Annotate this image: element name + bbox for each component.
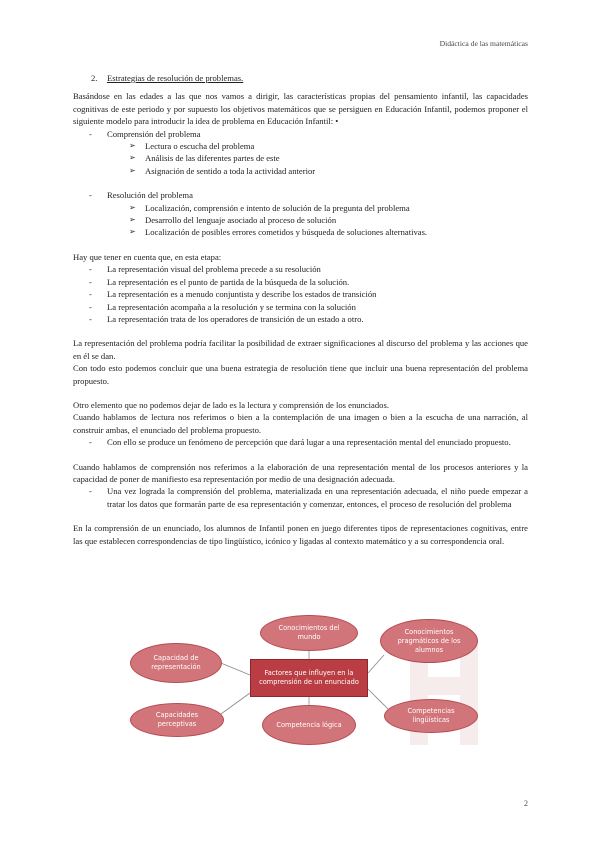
paragraph: Con todo esto podemos concluir que una buena estrategia de resolución tiene que incluir una buena representación del problema propuesto. <box>73 363 528 386</box>
model-group-resolucion: - Resolución del problema <box>73 189 528 201</box>
bubble-conocimientos-pragmaticos: Conocimientos pragmáticos de los alumnos <box>380 619 478 663</box>
paragraph: En la comprensión de un enunciado, los alumnos de Infantil ponen en juego diferentes tipos de representaciones cognitivas, entre las que establecen correspondencias de tipo lingüístico, icónico y ligadas al contexto matemático y a su correspondencia oral. <box>73 523 528 546</box>
list-item: ➢ Localización, comprensión e intento de solución de la pregunta del problema <box>73 202 528 214</box>
paragraph: Cuando hablamos de lectura nos referimos o bien a la contemplación de una imagen o bien a la escucha de una narración, al construir ambas, el enunciado del problema propuesto. <box>73 412 528 435</box>
page-body <box>73 72 528 547</box>
bubble-competencias-linguisticas: Competencias lingüísticas <box>384 699 478 733</box>
bubble-capacidades-perceptivas: Capacidades perceptivas <box>130 703 224 737</box>
list-item: ➢ Lectura o escucha del problema <box>73 140 528 152</box>
section-title: Estrategias de resolución de problemas. <box>107 73 244 83</box>
center-factors-box: Factores que influyen en la comprensión de un enunciado <box>250 659 368 697</box>
list-item: - La representación trata de los operadores de transición de un estado a otro. <box>73 313 528 325</box>
list-item: - Una vez lograda la comprensión del problema, materializada en una representación adecuada, el niño puede empezar a tratar los datos que formarán parte de esa representación y comenzar, entonces, el proceso de resolución del problema <box>73 485 528 510</box>
paragraph: Cuando hablamos de comprensión nos referimos a la elaboración de una representación mental de los procesos anteriores y la capacidad de poner de manifiesto esa representación por medio de una designación adecuada. <box>73 461 528 484</box>
list-item: ➢ Localización de posibles errores cometidos y búsqueda de soluciones alternativas. <box>73 226 528 238</box>
stage-intro: Hay que tener en cuenta que, en esta etapa: <box>73 251 222 262</box>
comprension-list <box>73 140 528 177</box>
bubble-capacidad-representacion: Capacidad de representación <box>130 643 222 683</box>
list-item: ➢ Asignación de sentido a toda la actividad anterior <box>73 165 528 177</box>
list-item: ➢ Desarrollo del lenguaje asociado al proceso de solución <box>73 214 528 226</box>
section-heading <box>91 72 528 84</box>
paragraph: La representación del problema podría facilitar la posibilidad de extraer significaciones al discurso del problema y las acciones que en él se dan. <box>73 338 528 361</box>
list-item: - La representación acompaña a la resolución y se termina con la solución <box>73 301 528 313</box>
list-item: - Con ello se produce un fenómeno de percepción que dará lugar a una representación mental del enunciado propuesto. <box>73 436 528 448</box>
paragraph: Otro elemento que no podemos dejar de lado es la lectura y comprensión de los enunciados. <box>73 399 389 410</box>
bubble-competencia-logica: Competencia lógica <box>262 705 356 745</box>
section-number: 2. <box>91 73 98 83</box>
list-item: ➢ Análisis de las diferentes partes de este <box>73 152 528 164</box>
list-item: - La representación es el punto de partida de la búsqueda de la solución. <box>73 276 528 288</box>
intro-paragraph: Basándose en las edades a las que nos vamos a dirigir, las características propias del pensamiento infantil, las capacidades cognitivas de este periodo y por supuesto los objetivos matemáticos que se persiguen en Educación Infantil, podemos proponer el siguiente modelo para introducir la idea de problema en Educación Infantil: • <box>73 91 528 127</box>
list-item: - La representación es a menudo conjuntista y describe los estados de transición <box>73 288 528 300</box>
model-group-comprension: - Comprensión del problema <box>73 128 528 140</box>
running-header: Didáctica de las matemáticas <box>439 39 528 48</box>
bullet-list <box>73 485 528 510</box>
page-number: 2 <box>524 799 528 808</box>
bubble-conocimientos-mundo: Conocimientos del mundo <box>260 615 358 651</box>
resolucion-list <box>73 202 528 239</box>
comprehension-factors-diagram <box>122 615 480 765</box>
bullet-list <box>73 436 528 448</box>
stage-list <box>73 263 528 325</box>
list-item: - La representación visual del problema precede a su resolución <box>73 263 528 275</box>
